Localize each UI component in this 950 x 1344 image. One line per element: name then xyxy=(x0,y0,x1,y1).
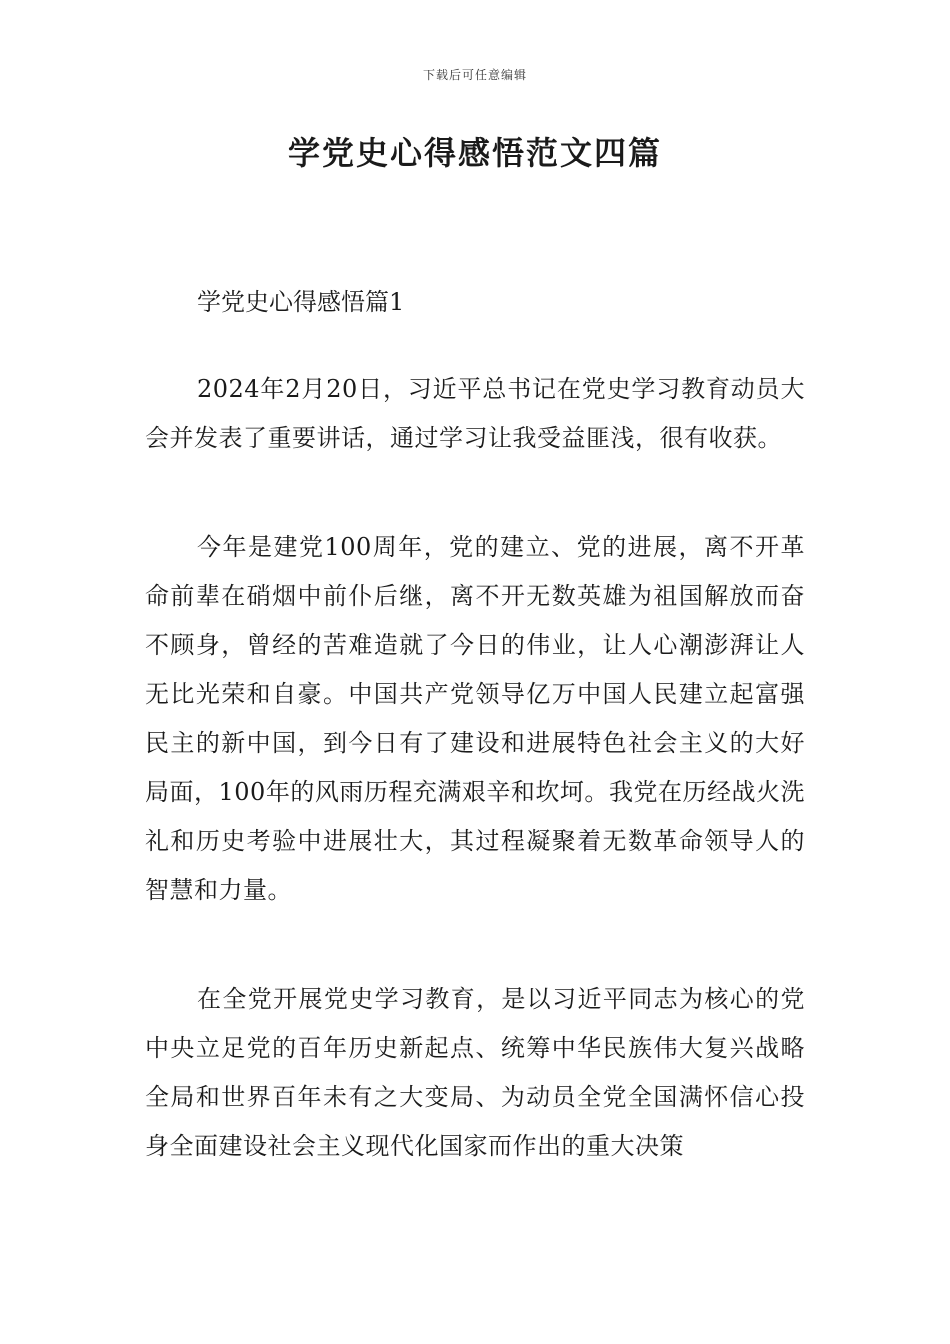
document-body xyxy=(145,278,805,1231)
paragraph-2: 今年是建党100周年，党的建立、党的进展，离不开革命前辈在硝烟中前仆后继，离不开无数英雄为祖国解放而奋不顾身，曾经的苦难造就了今日的伟业，让人心潮澎湃让人无比光荣和自豪。中国共产党领导亿万中国人民建立起富强民主的新中国，到今日有了建设和进展特色社会主义的大好局面，100年的风雨历程充满艰辛和坎坷。我党在历经战火洗礼和历史考验中进展壮大，其过程凝聚着无数革命领导人的智慧和力量。 xyxy=(145,533,805,904)
section-heading: 学党史心得感悟篇1 xyxy=(197,288,405,316)
paragraph-3: 在全党开展党史学习教育，是以习近平同志为核心的党中央立足党的百年历史新起点、统筹中华民族伟大复兴战略全局和世界百年未有之大变局、为动员全党全国满怀信心投身全面建设社会主义现代化国家而作出的重大决策 xyxy=(145,985,805,1160)
document-title: 学党史心得感悟范文四篇 xyxy=(287,134,662,172)
paragraph-1: 2024年2月20日，习近平总书记在党史学习教育动员大会并发表了重要讲话，通过学习让我受益匪浅，很有收获。 xyxy=(145,375,805,452)
page-header-note: 下载后可任意编辑 xyxy=(422,68,527,82)
